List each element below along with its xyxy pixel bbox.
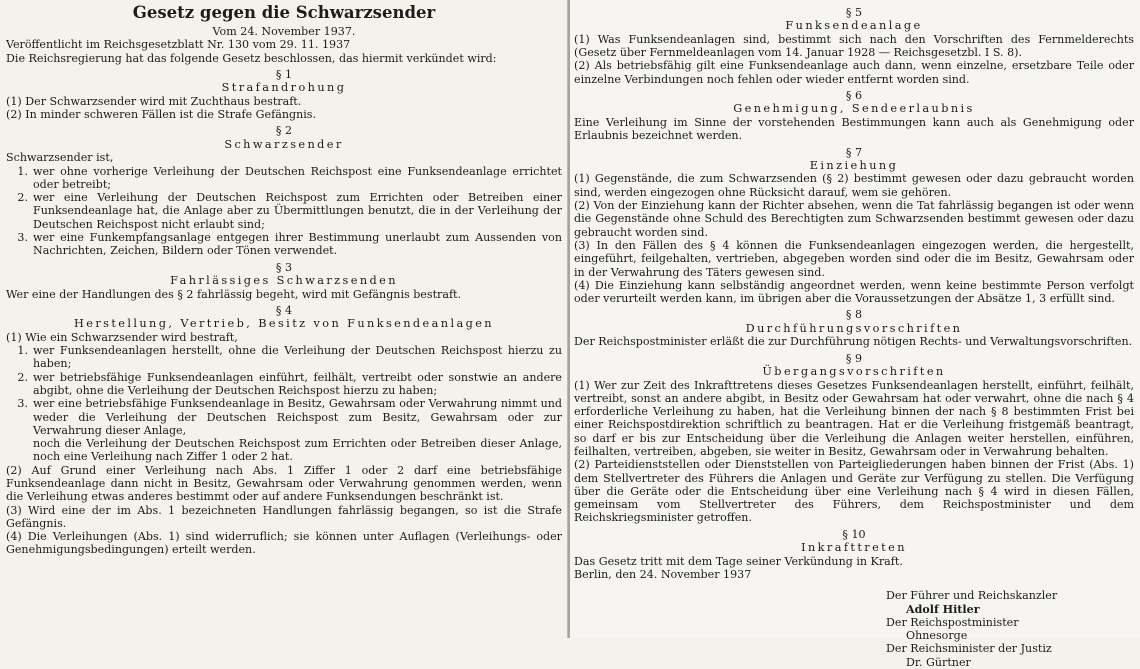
section-number: § 4 xyxy=(275,303,293,317)
paragraph: Eine Verleihung im Sinne der vorstehenden Bestimmungen kann auch als Genehmigung oder Erlaubnis bezeichnet werden. xyxy=(574,115,1134,143)
paragraph: (1) Was Funksendeanlagen sind, bestimmt sich nach den Vorschriften des Fernmelderechts (Gesetz über Fernmeldeanlagen vom 14. Januar 1928 — Reichsgesetzbl. I S. 8). xyxy=(574,32,1134,60)
item-number: 1. xyxy=(17,344,28,358)
section-heading: Durchführungsvorschriften xyxy=(745,321,963,335)
paragraph: (4) Die Verleihungen (Abs. 1) sind widerruflich; sie können unter Auflagen (Verleihungs- oder Genehmigungsbedingungen) erteilt werden. xyxy=(6,530,562,557)
section-number: § 5 xyxy=(845,6,863,19)
item-number: 2. xyxy=(17,191,28,205)
section-number: § 2 xyxy=(275,124,293,138)
paragraph: (2) Parteidienststellen oder Dienststellen von Parteigliederungen haben binnen der Frist (Abs. 1) dem Stellvertreter des Führers die Anlagen und Geräte zur Verfügung zu stellen. Die Verfügung über die Geräte oder die Entscheidung über eine Verleihung nach § 4 wird in diesen Fällen, gemeinsam vom Stellvertreter des Führers, dem Reichspostminister und dem Reichskriegsminister getroffen. xyxy=(574,458,1134,525)
item-number: 1. xyxy=(17,164,28,178)
item-number: 3. xyxy=(17,231,28,245)
paragraph: (1) Wie ein Schwarzsender wird bestraft, xyxy=(6,330,238,344)
section-number: § 6 xyxy=(845,89,863,103)
law-title: Gesetz gegen die Schwarzsender xyxy=(132,3,436,22)
list-item xyxy=(6,371,562,398)
item-text: wer eine Funkempfangsanlage entgegen ihrer Bestimmung unerlaubt zum Aussenden von Nachrichten, Zeichen, Bildern oder Tönen verwendet. xyxy=(33,231,562,258)
paragraph: Das Gesetz tritt mit dem Tage seiner Verkündung in Kraft. xyxy=(574,554,903,568)
signatory-name: Dr. Gürtner xyxy=(906,655,971,669)
right-column xyxy=(570,0,1140,669)
signatory-name: Adolf Hitler xyxy=(906,602,980,616)
list-item xyxy=(6,165,562,192)
section-heading: Fahrlässiges Schwarzsenden xyxy=(170,273,398,287)
section-heading: Funksendeanlage xyxy=(785,19,923,33)
item-text: wer betriebsfähige Funksendeanlagen einführt, feilhält, vertreibt oder sonstwie an andere abgibt, ohne die Verleihung der Deutschen Reichspost hierzu zu haben; xyxy=(33,370,562,397)
list-item xyxy=(6,397,562,437)
item-text: wer eine betriebsfähige Funksendeanlage in Besitz, Gewahrsam oder Verwahrung nimmt und weder die Verleihung der Deutschen Reichspost zum Besitz, Gewahrsam oder zur Verwahrung dieser Anlage, xyxy=(33,397,562,437)
paragraph: (1) Wer zur Zeit des Inkrafttretens dieses Gesetzes Funksendeanlagen herstellt, einführt, feilhält, vertreibt, sonst an andere abgibt, in Besitz oder Gewahrsam hat oder verwahrt, ohne die nach § 4 erforderliche Verleihung zu haben, hat die Verleihung binnen der nach § 8 bestimmten Frist bei einer Reichspostdirektion schriftlich zu beantragen. Hat er die Verleihung fristgemäß beantragt, so darf er bis zur Entscheidung über die Verleihung die Anlagen weiter herstellen, einführen, feilhalten, vertreiben, abgeben, sie weiter in Besitz, Gewahrsam oder in Verwahrung behalten. xyxy=(574,378,1134,458)
item-text: wer ohne vorherige Verleihung der Deutschen Reichspost eine Funksendeanlage errichtet oder betreibt; xyxy=(33,164,562,191)
paragraph: Schwarzsender ist, xyxy=(6,151,114,165)
list-item xyxy=(6,231,562,258)
paragraph: (1) Gegenstände, die zum Schwarzsenden (§ 2) bestimmt gewesen oder dazu gebraucht worden sind, werden eingezogen ohne Rücksicht darauf, wem sie gehören. xyxy=(574,172,1134,199)
item-number: 3. xyxy=(17,397,28,411)
section-number: § 1 xyxy=(275,67,293,81)
section-number: § 8 xyxy=(845,308,863,322)
left-column xyxy=(0,0,568,638)
paragraph: (2) Als betriebsfähig gilt eine Funksendeanlage auch dann, wenn einzelne, ersetzbare Teile oder einzelne Verbindungen noch fehlen oder wieder entfernt worden sind. xyxy=(574,59,1134,86)
item-number: 2. xyxy=(17,370,28,384)
preamble: Die Reichsregierung hat das folgende Gesetz beschlossen, das hiermit verkündet wird: xyxy=(6,51,497,65)
section-number: § 9 xyxy=(845,351,863,365)
place-date: Berlin, den 24. November 1937 xyxy=(574,567,752,581)
section-heading: Strafandrohung xyxy=(221,81,347,95)
section-heading: Herstellung, Vertrieb, Besitz von Funksendeanlagen xyxy=(73,317,494,331)
section-heading: Inkrafttreten xyxy=(801,541,907,555)
item-text: wer Funksendeanlagen herstellt, ohne die Verleihung der Deutschen Reichspost hierzu zu haben; xyxy=(33,344,562,371)
signatory-role: Der Reichspostminister xyxy=(886,615,1019,629)
paragraph: (3) In den Fällen des § 4 können die Funksendeanlagen eingezogen werden, die hergestellt, eingeführt, feilgehalten, vertrieben, abgegeben worden sind oder die im Besitz, Gewahrsam oder in der Verwahrung des Täters gewesen sind. xyxy=(574,238,1134,279)
item-continuation: noch die Verleihung der Deutschen Reichspost zum Errichten oder Betreiben dieser Anlage, noch eine Verleihung nach Ziffer 1 oder 2 hat. xyxy=(33,437,562,464)
item-text: wer eine Verleihung der Deutschen Reichspost zum Errichten oder Betreiben einer Funksendeanlage hat, die Anlage aber zu Übermittlungen benutzt, die in der Verleihung der Deutschen Reichspost nicht erlaubt sind; xyxy=(33,191,562,231)
section-heading: Schwarzsender xyxy=(224,137,344,151)
section-number: § 7 xyxy=(845,145,863,159)
publication-note: Veröffentlicht im Reichsgesetzblatt Nr. 130 vom 29. 11. 1937 xyxy=(6,38,351,52)
list-item xyxy=(6,344,562,371)
paragraph: (1) Der Schwarzsender wird mit Zuchthaus bestraft. xyxy=(6,94,302,108)
paragraph: (3) Wird eine der im Abs. 1 bezeichneten Handlungen fahrlässig begangen, so ist die Strafe Gefängnis. xyxy=(6,503,562,530)
section-heading: Übergangsvorschriften xyxy=(762,364,946,378)
signatory-name: Ohnesorge xyxy=(906,629,968,643)
paragraph: (2) In minder schweren Fällen ist die Strafe Gefängnis. xyxy=(6,108,316,122)
date-line: Vom 24. November 1937. xyxy=(212,25,356,38)
signatory-role: Der Reichsminister der Justiz xyxy=(886,642,1052,656)
section-heading: Genehmigung, Sendeerlaubnis xyxy=(733,102,975,116)
section-number: § 3 xyxy=(275,260,293,274)
paragraph: Wer eine der Handlungen des § 2 fahrlässig begeht, wird mit Gefängnis bestraft. xyxy=(6,287,462,301)
paragraph: (2) Von der Einziehung kann der Richter absehen, wenn die Tat fahrlässig begangen ist oder wenn die Gegenstände ohne Schuld des Berechtigten zum Schwarzsenden bestimmt gewesen oder dazu gebraucht worden sind. xyxy=(574,199,1134,239)
paragraph: (2) Auf Grund einer Verleihung nach Abs. 1 Ziffer 1 oder 2 darf eine betriebsfähige Funksendeanlage dann nicht in Besitz, Gewahrsam oder Verwahrung genommen werden, wenn die Verleihung etwas anderes bestimmt oder auf andere Funksendungen beschränkt ist. xyxy=(6,463,562,504)
paragraph: Der Reichspostminister erläßt die zur Durchführung nötigen Rechts- und Verwaltungsvorschriften. xyxy=(574,335,1133,349)
section-heading: Einziehung xyxy=(809,158,899,172)
signature-block xyxy=(886,589,1134,669)
paragraph: (4) Die Einziehung kann selbständig angeordnet werden, wenn keine bestimmte Person verfolgt oder verurteilt werden kann, im übrigen aber die Voraussetzungen der Absätze 1, 3 erfüllt sind. xyxy=(574,278,1134,306)
signatory-role: Der Führer und Reichskanzler xyxy=(886,589,1058,603)
section-number: § 10 xyxy=(842,527,866,541)
list-item xyxy=(6,191,562,231)
